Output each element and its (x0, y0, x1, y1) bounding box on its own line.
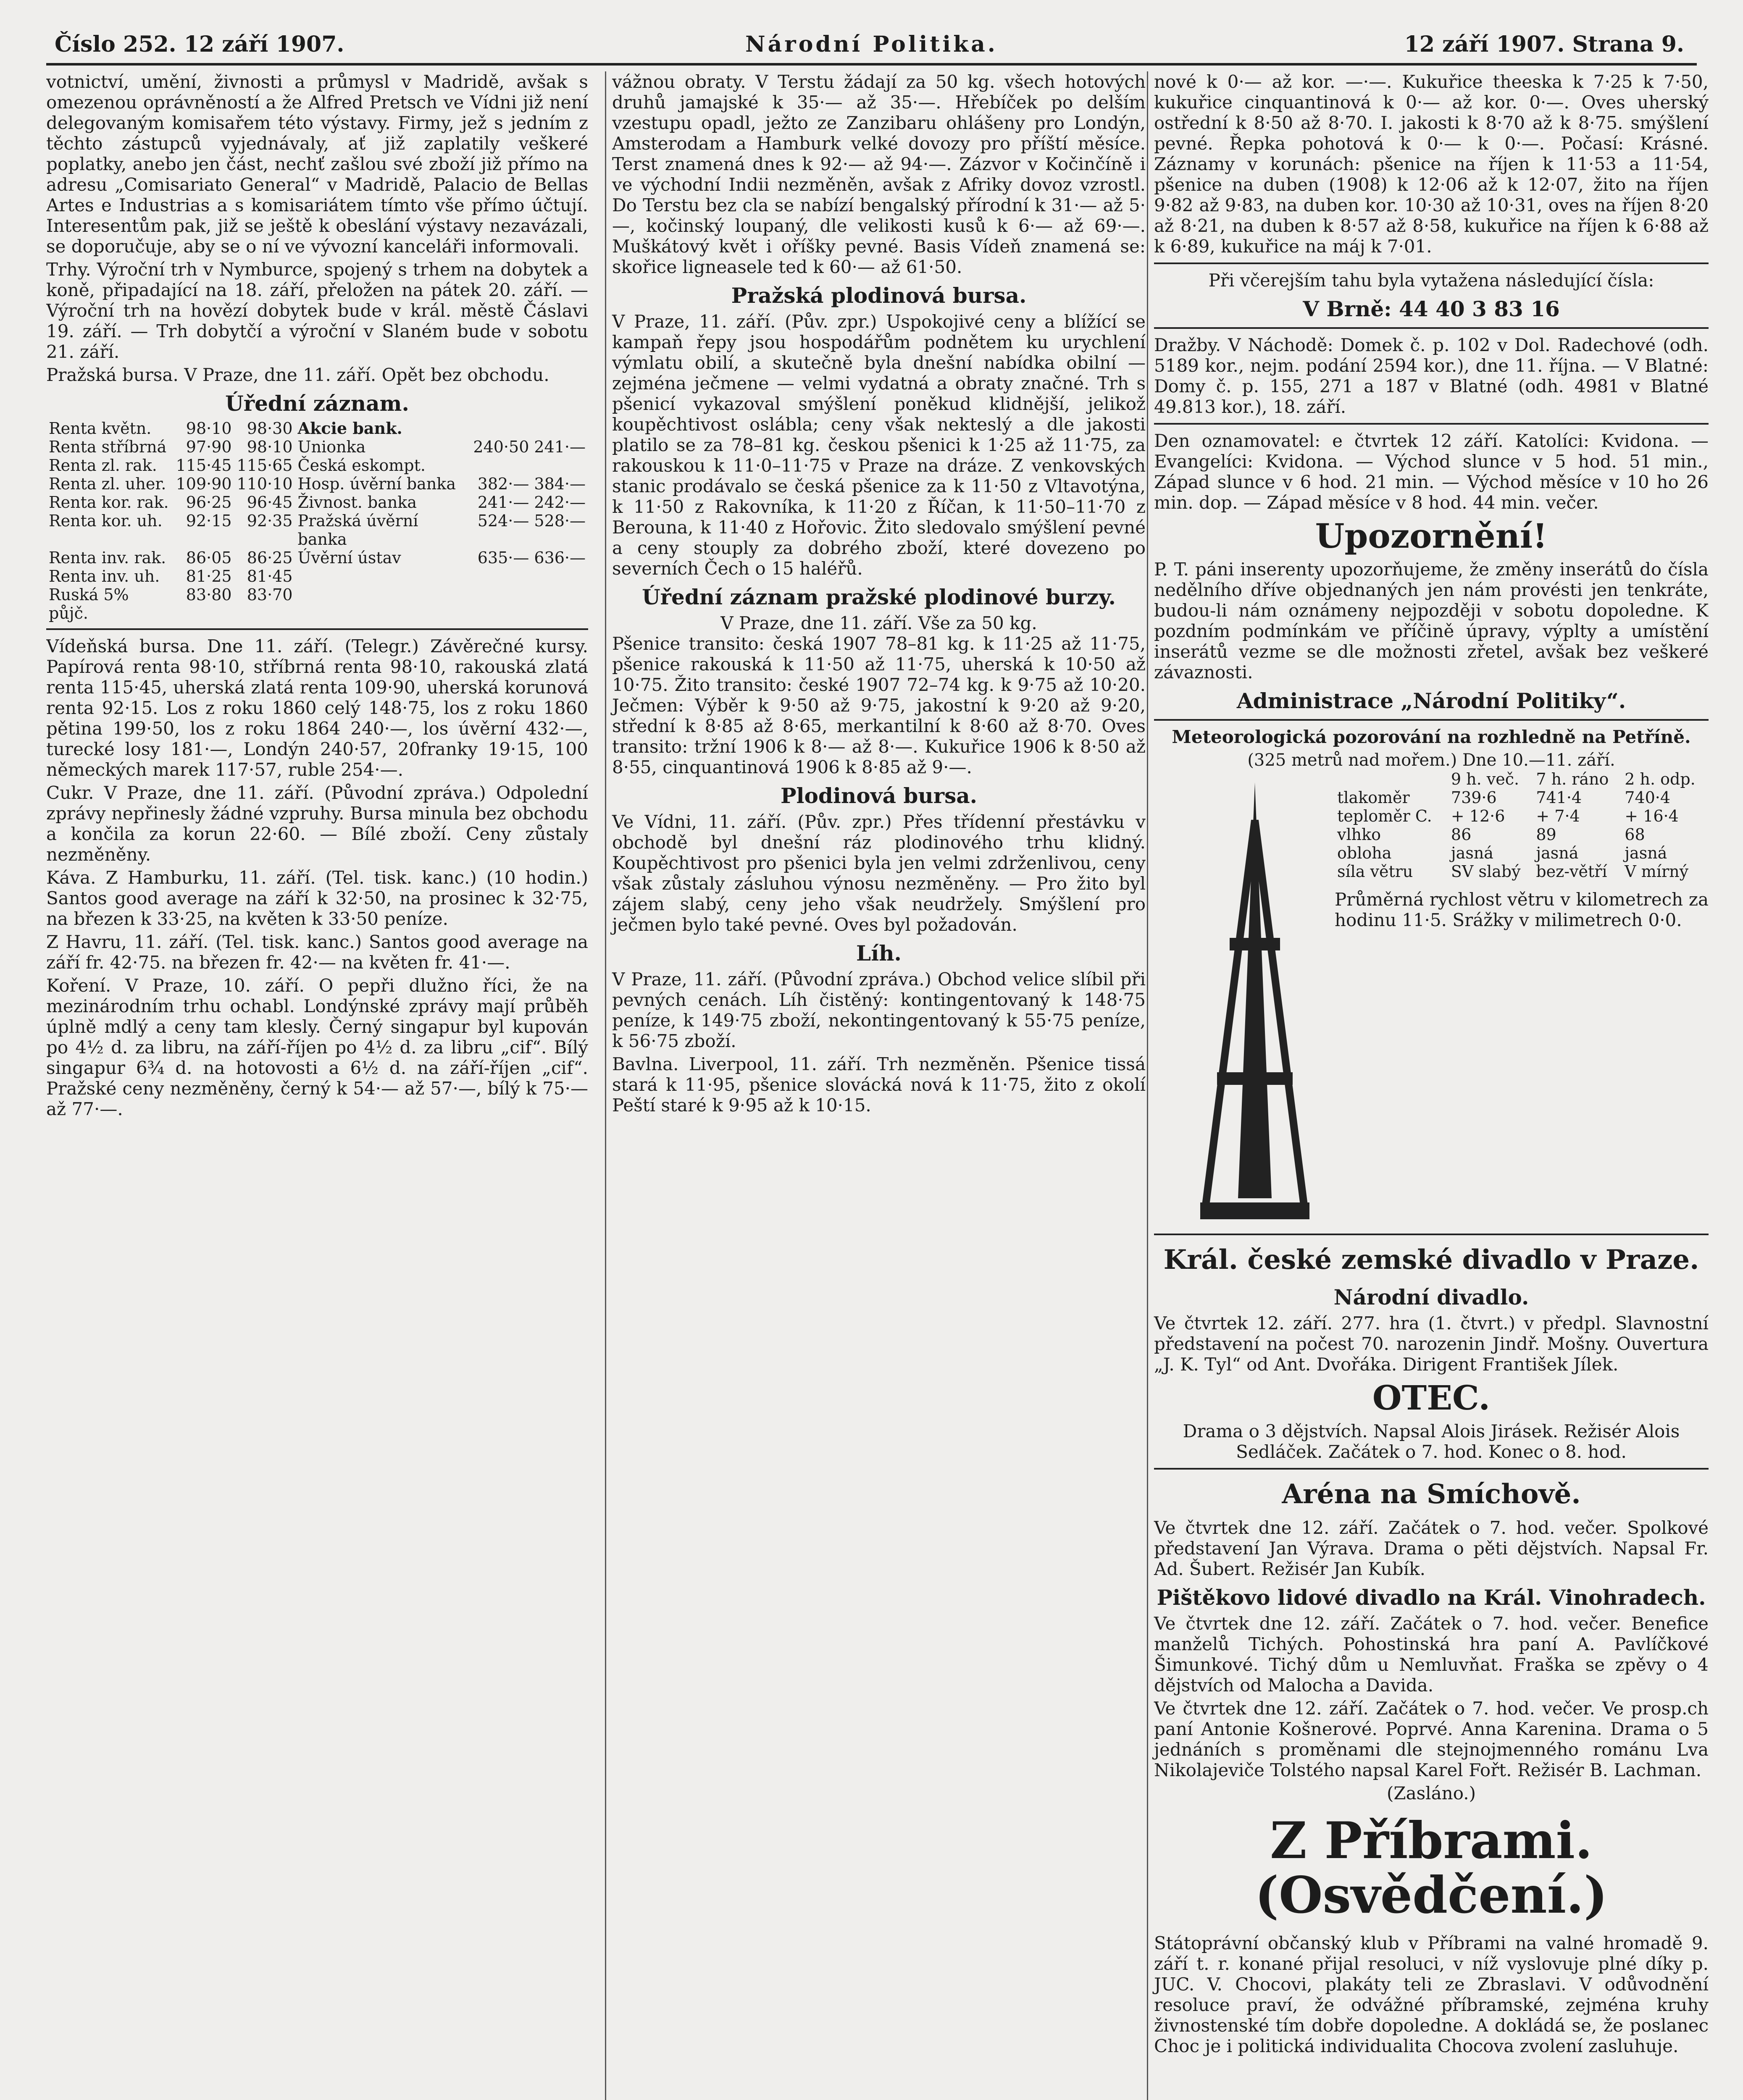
coffee-havre: Z Havru, 11. září. (Tel. tisk. kanc.) Santos good average na září fr. 42·75. na březen fr. 42·— na květen fr. 41·—. (46, 932, 588, 973)
meteo-table (1335, 770, 1709, 881)
vienna-produce-title: Plodinová bursa. (780, 783, 978, 808)
notice-title: Upozornění! (1315, 516, 1548, 556)
pribram-text: Státoprávní občanský klub v Příbrami na valné hromadě 9. září t. r. konané přijal resoluci, v níž vyslovuje plné díky p. JUC. V. Chocovi, plakáty teli ze Zbraslavi. V odůvodnění resoluce praví, že odvážné příbramské, zejména kruhy živnostenské tím dobře dopoledne. A dokládá se, že poslanec Choc je i politická individualita Chocova zvolení zasluhuje. (1154, 1933, 1709, 2056)
vinohrady-program: Ve čtvrtek dne 12. září. Začátek o 7. hod. večer. Benefice manželů Tichých. Pohostinská hra paní A. Pavlíčkové Šimunkové. Tichý dům u Nemluvňat. Fraška se zpěvy o 4 dějstvích od Malocha a Davida. (1154, 1613, 1709, 1696)
meteo-table-wrap (1335, 770, 1709, 930)
sent-label: (Zasláno.) (1387, 1783, 1476, 1803)
table-row: Renta zl. uher. 109·90 110·10 Hosp. úvěrní banka 382·— 384·— (49, 475, 586, 493)
lottery-heading: Při včerejším tahu byla vytažena následující čísla: (1208, 270, 1654, 291)
column-1 (46, 71, 588, 2100)
official-record-text: Pšenice transito: česká 1907 78–81 kg. k 11·25 až 11·75, pšenice rakouská k 11·50 až 11·75, uherská k 10·50 až 10·75. Žito transito: české 1907 72–74 kg. k 9·75 až 10·20. Ječmen: Výběr k 9·50 až 9·75, jakostní k 9·20 až 9·20, střední k 8·85 až 8·65, merkantilní k 8·60 až 8·70. Oves transito: tržní 1906 k 8·— až 8·—. Kukuřice 1906 k 8·50 až 8·55, cinquantinová 1906 k 8·85 až 9·—. (612, 633, 1146, 777)
table-row: obloha jasná jasná jasná (1337, 844, 1667, 862)
arena-title: Aréna na Smíchově. (1282, 1478, 1581, 1510)
spirits-text: V Praze, 11. září. (Původní zpráva.) Obchod velice slíbil při pevných cenách. Líh čistěný: kontingentovaný k 148·75 peníze, k 149·75 zboží, nekontingentovaný k 55·75 peníze, k 56·75 zboží. (612, 969, 1146, 1051)
trhy-paragraph: Trhy. Výroční trh v Nymburce, spojený s trhem na dobytek a koně, připadající na 18. září, přeložen na pátek 20. září. — Výroční trh na hovězí dobytek bude v král. městě Čáslavi 19. září. — Trh dobytčí a výroční v Slaném bude v sobotu 21. září. (46, 259, 588, 362)
divider (1154, 262, 1709, 264)
meteo-note: Průměrná rychlost větru v kilometrech za hodinu 11·5. Srážky v milimetrech 0·0. (1335, 889, 1709, 930)
petrin-tower-illustration (1188, 778, 1322, 1219)
play-description: Drama o 3 dějstvích. Napsal Alois Jirásek. Režisér Alois Sedláček. Začátek o 7. hod. Konec o 8. hod. (1183, 1421, 1680, 1462)
sugar-report: Cukr. V Praze, dne 11. září. (Původní zpráva.) Odpolední zprávy nepřinesly žádné vzpruhy. Bursa minula bez obchodu a končila za korun 22·60. — Bílé zboží. Ceny zůstaly nezměněny. (46, 782, 588, 865)
second-program: Ve čtvrtek dne 12. září. Začátek o 7. hod. večer. Ve prosp.ch paní Antonie Košnerové. Poprvé. Anna Karenina. Drama o 5 jednáních s proměnami dle stejnojmenného románu Lva Nikolajeviče Tolstého napsal Karel Fořt. Režisér B. Lachman. (1154, 1698, 1709, 1780)
issue-number: Číslo 252. 12 září 1907. (55, 32, 344, 57)
theatre-program: Ve čtvrtek 12. září. 277. hra (1. čtvrt.) v předpl. Slavnostní představení na počest 70. narozenin Jindř. Mošny. Ouvertura „J. K. Tyl“ od Ant. Dvořáka. Dirigent František Jílek. (1154, 1313, 1709, 1375)
table-row: Renta inv. rak. 86·05 86·25 Úvěrní ústav 635·— 636·— (49, 549, 586, 567)
divider (1154, 1234, 1709, 1235)
table-row: tlakoměr 739·6 741·4 740·4 (1337, 788, 1671, 807)
pribram-headline: Z Příbrami. (Osvědčení.) (1255, 1811, 1608, 1925)
table-row: síla větru SV slabý bez-větří V mírný (1337, 862, 1689, 881)
divider (1154, 1468, 1709, 1470)
prague-bourse-note: Pražská bursa. V Praze, dne 11. září. Opět bez obchodu. (46, 365, 549, 385)
bond-table (46, 419, 588, 622)
play-title: OTEC. (1372, 1378, 1491, 1418)
table-title: Úřední záznam. (225, 391, 409, 416)
auctions: Dražby. V Náchodě: Domek č. p. 102 v Dol. Radechové (odh. 5189 kor., nejm. podání 2594 kor.), dne 11. října. — V Blatné: Domy č. p. 155, 271 a 187 v Blatné (odh. 4981 v Blatné 49.813 kor.), 18. září. (1154, 335, 1709, 417)
exhibition-notice: votnictví, umění, živnosti a průmysl v Madridě, avšak s omezenou oprávněností a že Alfred Pretsch ve Vídni již není delegovaným komisařem této výstavy. Firmy, jež s jedním z těchto zástupců vyjednávaly, ať již zaplatily veškeré poplatky, anebo jen část, nechť zašlou své zboží již přímo na adresu „Comisariato General“ v Madridě, Palacio de Bellas Artes e Industrias a s komisariátem tímto vše přímo účtují. Interesentům pak, již se ještě k obeslání výstavy nezavázali, se doporučuje, aby se o ní ve vývozní kanceláři informovali. (46, 71, 588, 257)
table-row: Renta zl. rak. 115·45 115·65 Česká eskompt. (49, 456, 426, 475)
budapest-report: nové k 0·— až kor. —·—. Kukuřice theeska k 7·25 k 7·50, kukuřice cinquantinová k 0·— až kor. 0·—. Oves uherský ostřední k 8·50 až 8·70. I. jakosti k 8·70 až k 8·75. smýšlení pevné. Řepka pohotová k 0·— k 0·—. Počasí: Krásné. Záznamy v korunách: pšenice na říjen k 11·53 a 11·54, pšenice na duben (1908) k 12·06 až k 12·07, žito na říjen 9·82 až 9·83, na duben kor. 10·30 až 10·31, oves na říjen 8·20 až 8·21, na duben k 8·57 až 8·58, kukuřice na říjen k 6·88 až k 6·89, kukuřice na máj k 7·01. (1154, 71, 1709, 257)
vienna-bourse: Vídeňská bursa. Dne 11. září. (Telegr.) Závěrečné kursy. Papírová renta 98·10, stříbrná renta 98·10, rakouská zlatá renta 115·45, uherská zlatá renta 109·90, uherská korunová renta 92·15. Los z roku 1860 celý 148·75, los z roku 1860 pětina 199·50, los z roku 1864 240·—, los úvěrní 432·—, turecké losy 181·—, Londýn 240·57, 20franky 19·15, 100 německých marek 117·57, ruble 254·—. (46, 636, 588, 780)
administration: Administrace „Národní Politiky“. (1236, 688, 1626, 713)
cotton-text: Bavlna. Liverpool, 11. září. Trh nezměněn. Pšenice tissá stará k 11·95, pšenice slovácká nová k 11·75, žito z okolí Peští staré k 9·95 až k 10·15. (612, 1054, 1146, 1116)
newspaper-title: Národní Politika. (745, 32, 998, 57)
table-row: Ruská 5% půjč. 83·80 83·70 (49, 585, 293, 622)
page-number: 12 září 1907. Strana 9. (1404, 32, 1684, 57)
table-row: Renta stříbrná 97·90 98·10 Unionka 240·50 241·— (49, 438, 586, 456)
official-record-title: Úřední záznam pražské plodinové burzy. (642, 585, 1116, 609)
theatre-title: Král. české zemské divadlo v Praze. (1163, 1244, 1699, 1276)
table-row: Renta květn. 98·10 98·30 Akcie bank. (49, 419, 402, 438)
arena-program: Ve čtvrtek dne 12. září. Začátek o 7. hod. večer. Spolkové představení Jan Výrava. Drama o pěti dějstvích. Napsal Fr. Ad. Šubert. Režisér Jan Kubík. (1154, 1517, 1709, 1579)
coffee-hamburg: Káva. Z Hamburku, 11. září. (Tel. tisk. kanc.) (10 hodin.) Santos good average na září k 32·50, na prosinec k 32·75, na březen k 33·25, na květen k 33·50 peníze. (46, 867, 588, 929)
table-row: teploměr C. + 12·6 + 7·4 + 16·4 (1337, 807, 1679, 825)
column-3 (1147, 71, 1709, 2100)
notice-text: P. T. páni inserenty upozorňujeme, že změny inserátů do čísla nedělního dříve objednaných jen nám provésti jen tenkráte, budou-li nám oznámeny nejpozději v sobotu dopoledne. K pozdním podmínkám ve příčině úpravy, výplty a umístění inserátů vezme se dle možnosti zřetel, avšak bez veškeré závaznosti. (1154, 559, 1709, 682)
table-row: Renta kor. rak. 96·25 96·45 Živnost. banka 241·— 242·— (49, 493, 586, 512)
table-row: vlhko 86 89 68 (1337, 825, 1645, 844)
meteo-title: Meteorologická pozorování na rozhledně na Petříně. (1172, 727, 1691, 747)
divider (1154, 423, 1709, 425)
theatre-subtitle: Národní divadlo. (1333, 1285, 1529, 1310)
spice-continued: vážnou obraty. V Terstu žádají za 50 kg. všech hotových druhů jamajské k 35·— až 35·—. Hřebíček po delším vzestupu opadl, ježto ze Zanzibaru ohlášeny pro Londýn, Amsterodam a Hamburk velké dovozy pro příští měsíce. Terst znamená dnes k 92·— až 94·—. Zázvor v Kočinčíně i ve východní Indii nezměněn, avšak z Afriky dovoz vzrostl. Do Terstu bez cla se nabízí bengalský přírodní k 31·— až 5·—, kočinský loupaný, dle velikosti kusů k 6·— až 69·—. Muškátový květ i oříšky pevné. Basis Vídeň znamená se: skořice ligneasele ted k 60·— až 61·50. (612, 71, 1146, 277)
table-header-row: 9 h. več. 7 h. ráno 2 h. odp. (1451, 770, 1696, 788)
spice-report: Koření. V Praze, 10. září. O pepři dlužno říci, že na mezinárodním trhu ochabl. Londýnské zprávy mají průběh úplně mdlý a ceny tam klesly. Černý singapur byl kupován po 4½ d. za libru, na září-říjen po 4½ d. za libru „cif“. Bílý singapur 6¾ d. na hotovosti a 6½ d. na září-říjen „cif“. Pražské ceny nezměněny, černý k 54·— až 57·—, bílý k 75·— až 77·—. (46, 975, 588, 1119)
vienna-produce-text: Ve Vídni, 11. září. (Pův. zpr.) Přes třídenní přestávku v obchodě byl dnešní ráz plodinového trhu klidný. Koupěchtivost pro pšenici byla jen velmi zdrženlivou, ceny však zůstaly zásluhou výnosu nezměněny. — Pro žito byl zájem slabý, ceny jeho však neudržely. Smýšlení pro ječmen bylo také pevné. Oves byl požadován. (612, 811, 1146, 935)
calendar: Den oznamovatel: e čtvrtek 12 září. Katolíci: Kvidona. — Evangelíci: Kvidona. — Východ slunce v 5 hod. 51 min., Západ slunce v 6 hod. 21 min. — Východ měsíce v 10 ho 26 min. dop. — Západ měsíce v 8 hod. 44 min. večer. (1154, 430, 1709, 513)
table-row: Renta inv. uh. 81·25 81·45 (49, 567, 293, 585)
divider (46, 628, 588, 630)
lottery-numbers: V Brně: 44 40 3 83 16 (1303, 297, 1560, 321)
divider (1154, 327, 1709, 329)
column-2 (605, 71, 1146, 2100)
meteo-sub: (325 metrů nad mořem.) Dne 10.—11. září. (1247, 751, 1615, 770)
official-record-sub: V Praze, dne 11. září. Vše za 50 kg. (720, 613, 1037, 633)
produce-bourse-text: V Praze, 11. září. (Pův. zpr.) Uspokojivé ceny a blížící se kampaň řepy jsou hospodářům podnětem ku urychlení výmlatu obilí, a skutečně byla dnešní nabídka obilní — zejména ječmene — velmi vydatná a obraty značné. Trh s pšenicí vykazoval smýšlení poněkud klidnější, jelikož koupěchtivost oslábla; ceny však nekteslý a dle jakosti platilo se za 78–81 kg. českou pšenici k 1·25 až 11·75, za rakouskou k 11·0–11·75 v Praze na dráze. Z venkovských stanic prodávalo se česká pšenice za k 11·50 z Vltavotýna, k 11·50 z Rakovníka, k 11·20 z Říčan, k 11·50–11·70 z Berouna, k 11·40 z Hořovic. Žito sledovalo smýšlení pevné a ceny stouply za dobrého zboží, které dovezeno po severních Čech o 15 haléřů. (612, 311, 1146, 579)
divider (1154, 719, 1709, 721)
page-header (46, 23, 1697, 66)
spirits-title: Líh. (856, 941, 902, 966)
produce-bourse-title: Pražská plodinová bursa. (731, 283, 1027, 308)
table-row: Renta kor. uh. 92·15 92·35 Pražská úvěrní banka 524·— 528·— (49, 512, 586, 549)
vinohrady-title: Pištěkovo lidové divadlo na Král. Vinohradech. (1157, 1585, 1706, 1610)
